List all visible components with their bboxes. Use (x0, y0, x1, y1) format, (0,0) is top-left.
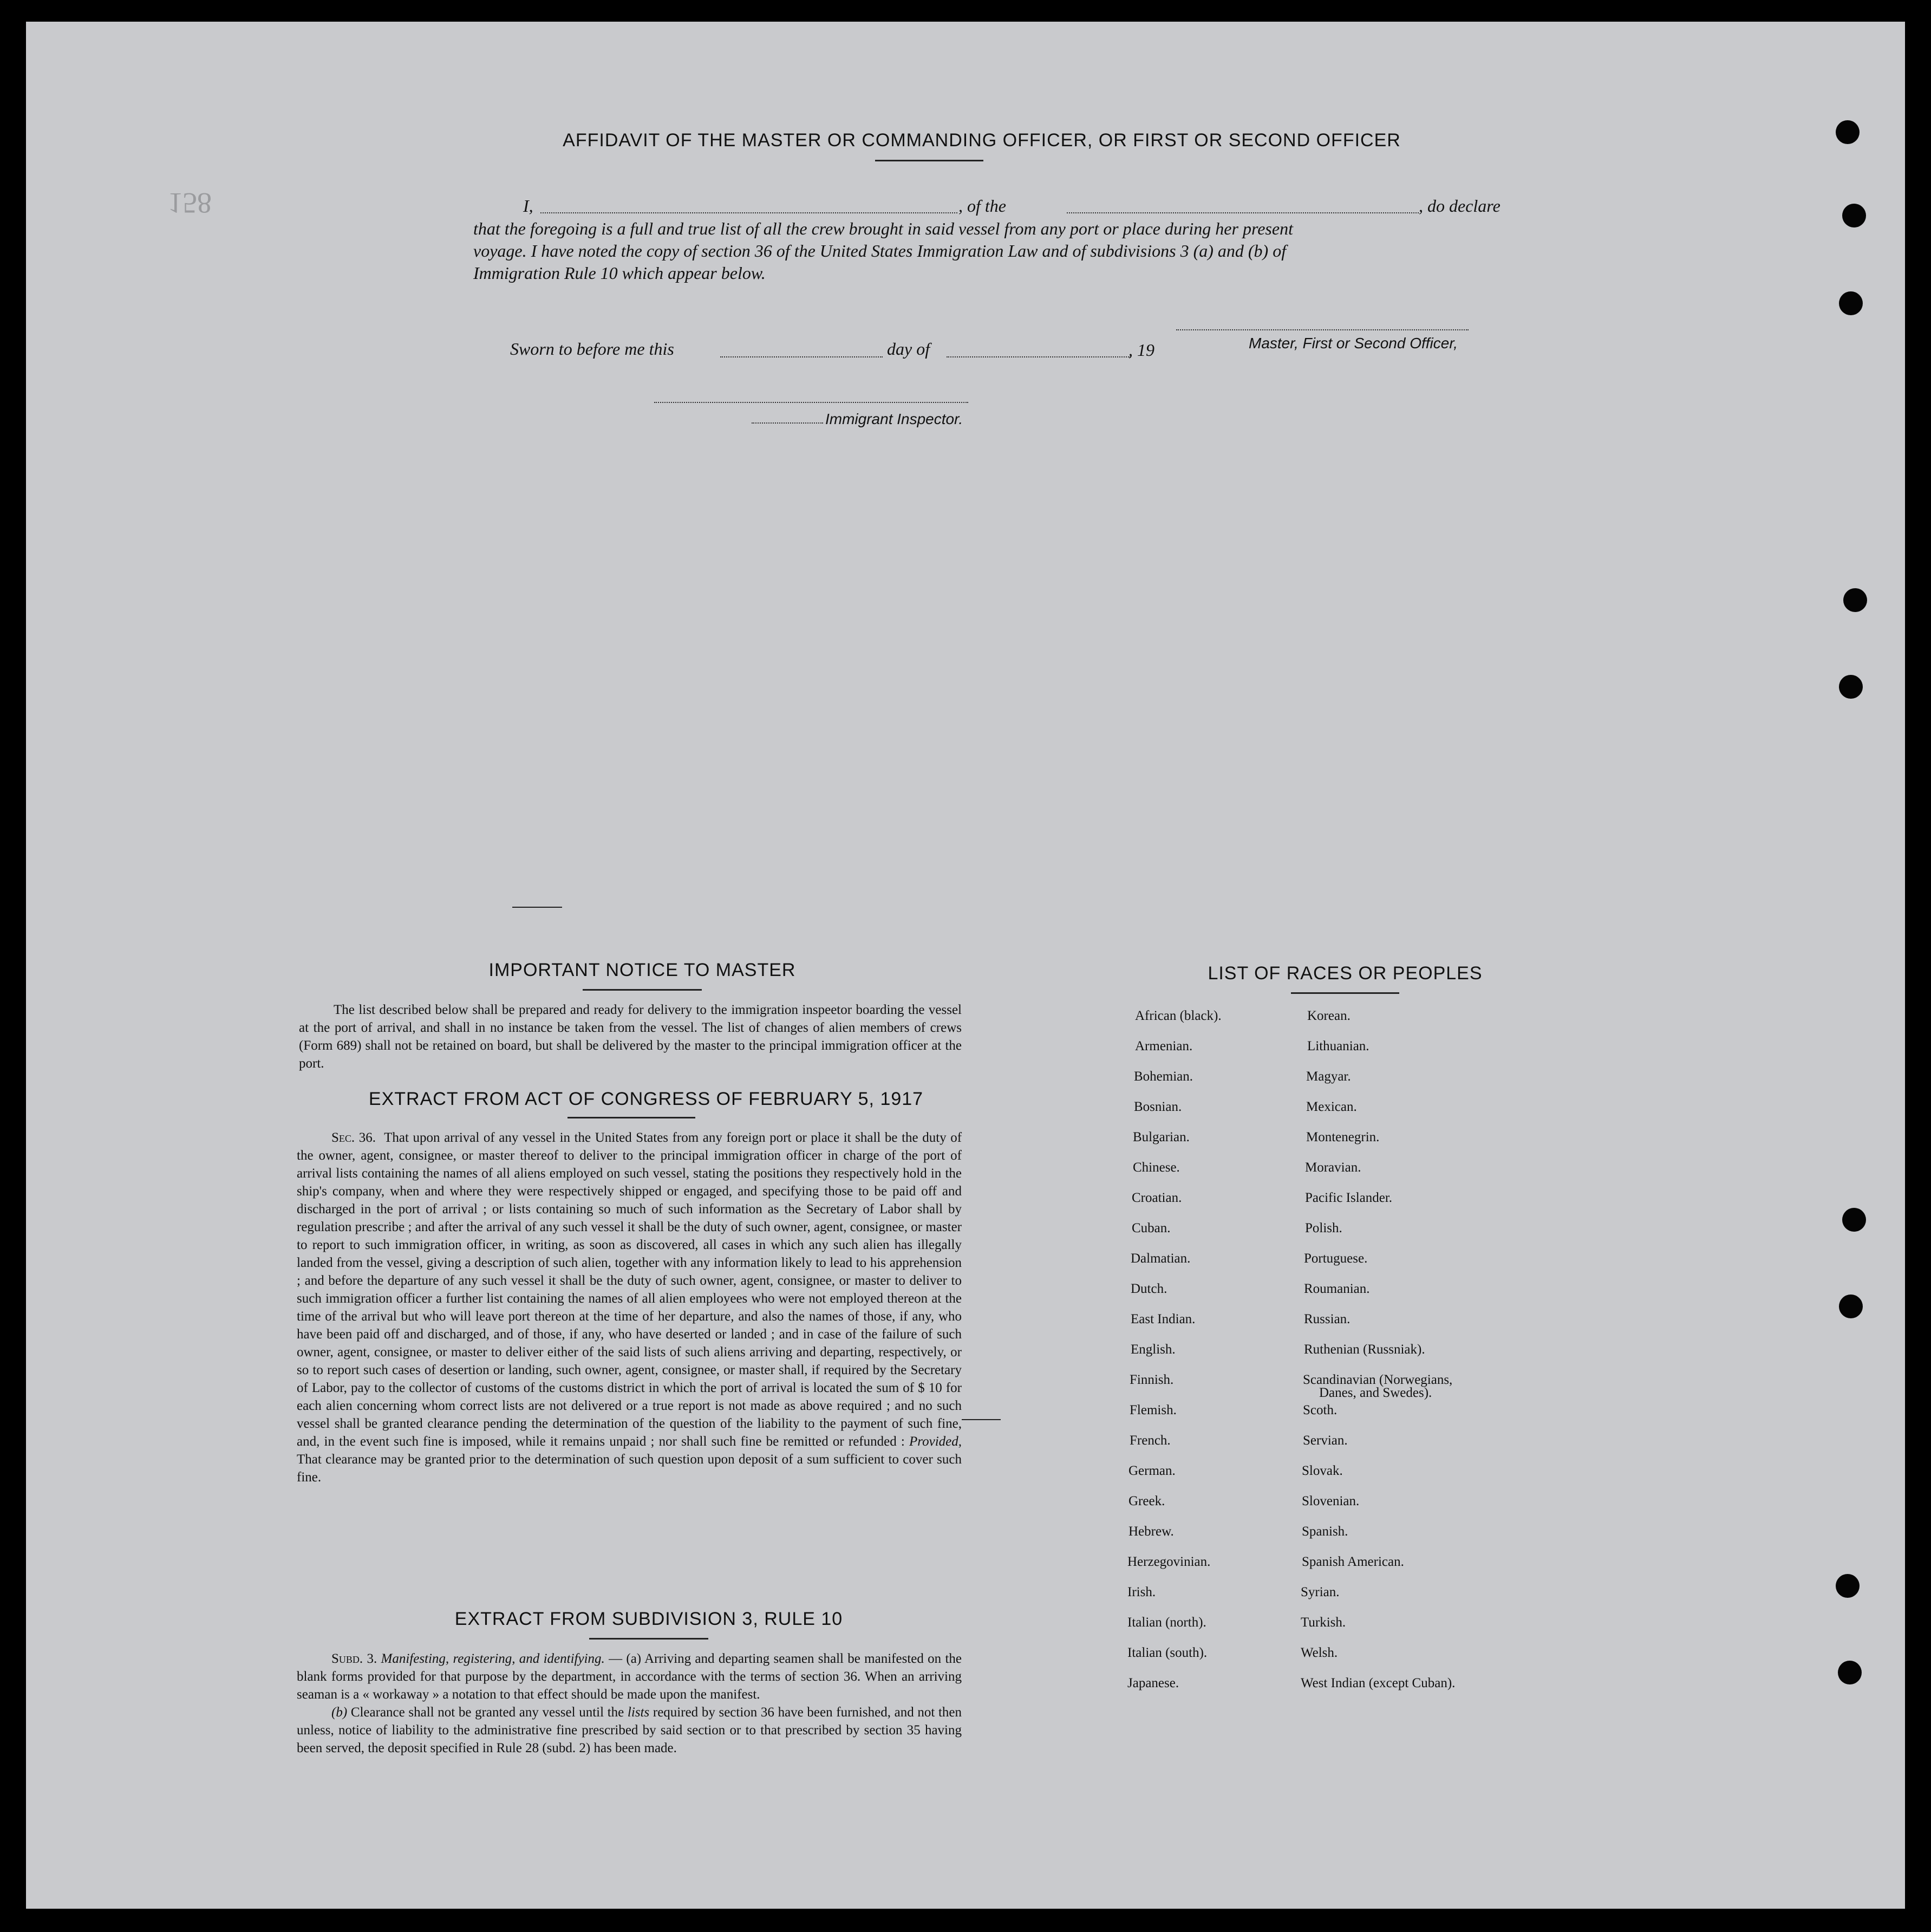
race-left-item: Japanese. (1127, 1676, 1179, 1690)
rule-para-a-label: — (a) (609, 1651, 642, 1666)
affidavit-line4: Immigration Rule 10 which appear below. (473, 263, 766, 283)
race-right-item: Portuguese. (1304, 1251, 1368, 1266)
notice-title-rule (583, 989, 702, 991)
rule-para-b-text1: Clearance shall not be granted any vessel until the (350, 1705, 624, 1720)
rule-paragraph-a (297, 1650, 962, 1703)
race-left-item: Armenian. (1135, 1039, 1193, 1053)
race-right-item: Welsh. (1301, 1645, 1338, 1660)
punch-hole (1842, 204, 1866, 227)
notice-title: IMPORTANT NOTICE TO MASTER (488, 960, 796, 980)
race-left-item: Hebrew. (1128, 1524, 1174, 1539)
race-left-item: Irish. (1127, 1585, 1156, 1599)
race-left-item: English. (1131, 1342, 1176, 1357)
race-left-item: Greek. (1128, 1494, 1165, 1508)
sworn-day-field[interactable] (720, 356, 883, 357)
affidavit-title: AFFIDAVIT OF THE MASTER OR COMMANDING OFFICER, OR FIRST OR SECOND OFFICER (563, 130, 1401, 151)
rule-subd-label: Subd. 3. (331, 1651, 377, 1666)
race-left-item: French. (1130, 1433, 1171, 1448)
punch-hole (1842, 1208, 1866, 1232)
inspector-signature-field-short[interactable] (752, 422, 823, 424)
race-left-item: Flemish. (1130, 1403, 1177, 1417)
punch-hole (1836, 120, 1860, 144)
race-right-item: Turkish. (1301, 1615, 1346, 1630)
rule-text (297, 1650, 962, 1757)
race-right-item: Slovak. (1302, 1463, 1343, 1478)
punch-hole (1839, 1294, 1863, 1318)
punch-hole (1843, 588, 1867, 612)
notice-text (299, 1001, 962, 1072)
race-right-item: Russian. (1304, 1312, 1351, 1326)
race-left-item: East Indian. (1131, 1312, 1196, 1326)
race-left-item: Croatian. (1132, 1191, 1182, 1205)
race-left-item: German. (1128, 1463, 1176, 1478)
race-right-item: Korean. (1307, 1009, 1351, 1023)
punch-hole (1838, 1661, 1862, 1684)
race-right-item: Moravian. (1305, 1160, 1361, 1175)
affidavit-do-declare: , do declare (1419, 196, 1501, 216)
inspector-signature-field[interactable] (654, 402, 968, 403)
affidavit-title-rule (875, 160, 983, 161)
act-sec-label: Sec. 36. (331, 1130, 376, 1145)
rule-para-b-text2: required by section 36 have been furnished, and not then unless, notice of liability to the administrative fine prescribed by said section or to that prescribed by section 35 having been served, the deposit specified in Rule 28 (subd. 2) has been made. (297, 1705, 962, 1755)
act-provided: Provided, (909, 1434, 962, 1449)
race-right-item: West Indian (except Cuban). (1301, 1676, 1456, 1690)
affidavit-of-the: , of the (958, 196, 1006, 216)
rule-para-a-text: Arriving and departing seamen shall be manifested on the blank forms provided for that purpose by the department, in accordance with the terms of section 36. When an arriving seaman is a « workaway » a notation to that effect should be made upon the manifest. (297, 1651, 962, 1702)
race-right-item: Roumanian. (1304, 1282, 1370, 1296)
punch-hole (1839, 291, 1863, 315)
race-left-item: Bohemian. (1134, 1069, 1193, 1084)
race-right-item-continuation: Danes, and Swedes). (1319, 1385, 1432, 1400)
race-left-item: Herzegovinian. (1127, 1554, 1211, 1569)
document-page (26, 22, 1905, 1909)
race-left-item: Bulgarian. (1133, 1130, 1190, 1144)
punch-hole (1839, 675, 1863, 699)
sworn-day-of: day of (887, 339, 930, 359)
rule-title: EXTRACT FROM SUBDIVISION 3, RULE 10 (454, 1609, 843, 1629)
act-title-rule (567, 1117, 695, 1118)
act-text (297, 1129, 962, 1486)
race-left-item: Dutch. (1131, 1282, 1167, 1296)
race-left-item: Chinese. (1133, 1160, 1180, 1175)
act-title: EXTRACT FROM ACT OF CONGRESS OF FEBRUARY 5, 1917 (368, 1089, 924, 1109)
act-paragraph (297, 1129, 962, 1486)
divider-mark (962, 1419, 1001, 1420)
vessel-name-field[interactable] (1067, 212, 1419, 213)
act-text-part1: That upon arrival of any vessel in the United States from any foreign port or place it shall be the duty of the owner, agent, consignee, or master thereof to deliver to the principal immigration officer in charge of the port of arrival lists containing the names of all aliens employed on such vessel, stating the positions they respectively hold in the ship's company, when and where they were respectively shipped or engaged, and specifying those to be paid off and discharged in the port of arrival ; or lists containing so much of such information as the Secretary of Labor shall by regulation prescribe ; and after the arrival of any such vessel it shall be the duty of such owner, agent, consignee, or master to report to such immigration officer, in writing, as soon as discovered, all cases in which any such alien has illegally landed from the vessel, giving a description of such alien, together with any information likely to lead to his apprehension ; and before the departure of any such vessel it shall be the duty of such owner, agent, consignee, or master to deliver to such immigration officer a further list containing the names of all alien employees who were not employed thereon at the time of the arrival but who will leave port thereon at the time of her departure, and also the names of those, if any, who have been paid off and discharged, and of those, if any, who have deserted or landed ; and in case of the failure of such owner, agent, consignee, or master to deliver either of the said lists of such aliens arriving and departing, respectively, or so to report such cases of desertion or landing, such owner, agent, consignee, or master shall, if required by the Secretary of Labor, pay to the collector of customs of the customs district in which the port of arrival is located the sum of $ 10 for each alien concerning whom correct lists are not delivered or a true report is not made as above required ; and no such vessel shall be granted clearance pending the determination of the question of the liability to the payment of such fine, and, in the event such fine is imposed, while it remains unpaid ; nor shall such fine be remitted or refunded : (297, 1130, 962, 1449)
affidavit-line1-i: I, (523, 196, 533, 216)
inspector-caption: Immigrant Inspector. (825, 411, 963, 427)
race-left-item: Italian (south). (1127, 1645, 1208, 1660)
race-left-item: Cuban. (1132, 1221, 1171, 1235)
rule-subd-heading: Manifesting, registering, and identifying. (381, 1651, 605, 1666)
punch-hole (1836, 1574, 1860, 1598)
race-right-item: Scandinavian (Norwegians, (1303, 1372, 1453, 1387)
race-right-item: Servian. (1303, 1433, 1348, 1448)
divider-mark (512, 907, 562, 908)
race-right-item: Scoth. (1303, 1403, 1338, 1417)
rule-para-b-label: (b) (331, 1705, 348, 1720)
race-right-item: Spanish American. (1302, 1554, 1404, 1569)
race-right-item: Lithuanian. (1307, 1039, 1369, 1053)
race-right-item: Spanish. (1302, 1524, 1348, 1539)
sworn-month-field[interactable] (947, 356, 1131, 357)
rule-para-b-lists: lists (627, 1705, 650, 1720)
race-right-item: Montenegrin. (1306, 1130, 1380, 1144)
sworn-year-prefix: , 19 (1128, 340, 1154, 360)
affidavit-line3: voyage. I have noted the copy of section 36 of the United States Immigration Law and of subdivisions 3 (a) and (b) of (473, 241, 1287, 261)
race-left-item: Finnish. (1130, 1372, 1174, 1387)
races-title-rule (1291, 992, 1399, 994)
races-title: LIST OF RACES OR PEOPLES (1208, 963, 1483, 984)
rule-paragraph-b (297, 1703, 962, 1757)
race-right-item: Mexican. (1306, 1100, 1357, 1114)
master-signature-caption: Master, First or Second Officer, (1249, 335, 1458, 352)
affidavit-line2: that the foregoing is a full and true list of all the crew brought in said vessel from any port or place during her present (473, 219, 1293, 238)
race-left-item: African (black). (1135, 1009, 1222, 1023)
race-left-item: Bosnian. (1134, 1100, 1182, 1114)
notice-paragraph: The list described below shall be prepared and ready for delivery to the immigration inspeetor boarding the vessel at the port of arrival, and shall in no instance be taken from the vessel. The list of changes of alien members of crews (Form 689) shall not be retained on board, but shall be delivered by the master to the principal immigration officer at the port. (299, 1003, 962, 1071)
race-right-item: Syrian. (1301, 1585, 1340, 1599)
race-right-item: Polish. (1305, 1221, 1342, 1235)
race-left-item: Italian (north). (1127, 1615, 1206, 1630)
race-right-item: Pacific Islander. (1305, 1191, 1393, 1205)
race-left-item: Dalmatian. (1131, 1251, 1191, 1266)
master-signature-field[interactable] (1176, 329, 1469, 330)
sworn-prefix: Sworn to before me this (510, 339, 674, 359)
act-text-part2: That clearance may be granted prior to the determination of such question upon deposit of a sum sufficient to cover such fine. (297, 1452, 962, 1485)
master-name-field[interactable] (540, 212, 957, 213)
race-right-item: Ruthenian (Russniak). (1304, 1342, 1425, 1357)
race-right-item: Magyar. (1306, 1069, 1351, 1084)
race-right-item: Slovenian. (1302, 1494, 1360, 1508)
rule-title-rule (589, 1638, 708, 1640)
margin-stamp-number: 158 (168, 187, 212, 219)
